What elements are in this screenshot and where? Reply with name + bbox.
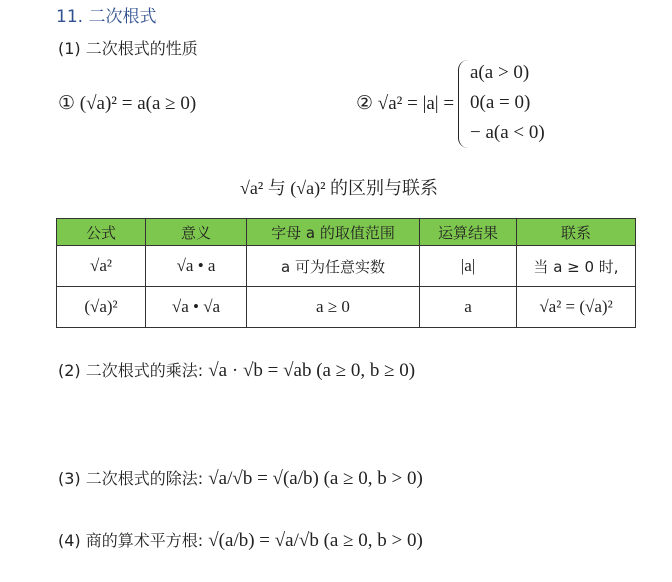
header-result: 运算结果 <box>420 219 517 246</box>
header-meaning: 意义 <box>146 219 247 246</box>
case-positive: a(a > 0) <box>470 62 530 83</box>
cell-relation: √a² = (√a)² <box>517 287 636 328</box>
property-2-formula <box>356 92 454 115</box>
table-row <box>57 246 636 287</box>
cell-meaning: √a • √a <box>146 287 247 328</box>
header-formula: 公式 <box>57 219 146 246</box>
quotient-root-label: (4) 商的算术平方根: <box>58 531 204 550</box>
circled-number-2: ② <box>356 93 374 114</box>
comparison-table <box>56 218 636 328</box>
circled-number-1: ① <box>58 93 76 114</box>
header-relation: 联系 <box>517 219 636 246</box>
table-header-row <box>57 219 636 246</box>
header-range: 字母 a 的取值范围 <box>247 219 420 246</box>
property-2-expression: √a² = |a| = <box>377 93 455 114</box>
property-2-cases <box>470 62 545 152</box>
property-1-expression: (√a)² = a(a ≥ 0) <box>79 93 197 114</box>
cell-formula: (√a)² <box>57 287 146 328</box>
property-1-formula <box>58 92 196 115</box>
section-1-heading: (1) 二次根式的性质 <box>58 39 198 58</box>
multiplication-formula: √a · √b = √ab (a ≥ 0, b ≥ 0) <box>208 360 416 381</box>
cell-result: |a| <box>420 246 517 287</box>
multiplication-rule <box>58 358 415 382</box>
division-rule <box>58 466 423 490</box>
quotient-root-formula: √(a/b) = √a/√b (a ≥ 0, b > 0) <box>208 530 423 551</box>
cell-formula: √a² <box>57 246 146 287</box>
table-row <box>57 287 636 328</box>
cell-range: a ≥ 0 <box>247 287 420 328</box>
division-formula: √a/√b = √(a/b) (a ≥ 0, b > 0) <box>208 468 423 489</box>
page-title: 11. 二次根式 <box>56 7 157 27</box>
cases-brace <box>458 60 469 148</box>
division-label: (3) 二次根式的除法: <box>58 469 204 488</box>
case-zero: 0(a = 0) <box>470 92 531 113</box>
multiplication-label: (2) 二次根式的乘法: <box>58 361 204 380</box>
comparison-caption: √a² 与 (√a)² 的区别与联系 <box>240 178 439 198</box>
cell-meaning: √a • a <box>146 246 247 287</box>
quotient-root-rule <box>58 528 423 552</box>
cell-range: a 可为任意实数 <box>247 246 420 287</box>
cell-relation: 当 a ≥ 0 时, <box>517 246 636 287</box>
case-negative: − a(a < 0) <box>470 122 545 143</box>
cell-result: a <box>420 287 517 328</box>
